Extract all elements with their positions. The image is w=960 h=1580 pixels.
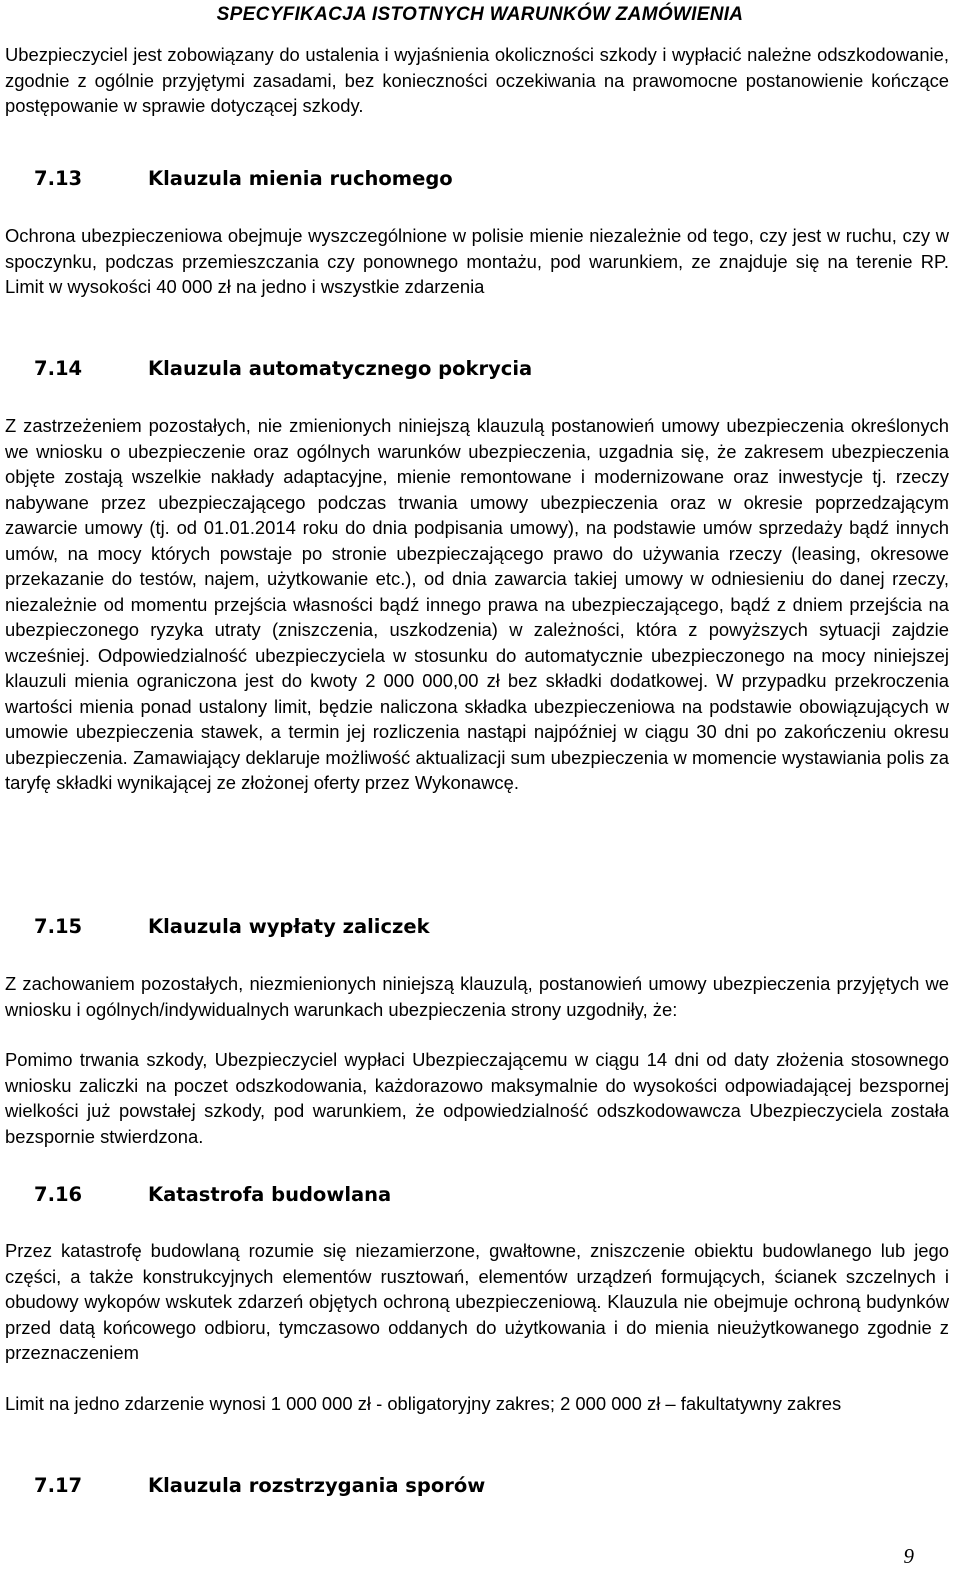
section-heading-7-15	[34, 915, 430, 938]
section-number: 7.14	[34, 357, 83, 380]
section-heading-7-16	[34, 1183, 391, 1206]
intro-paragraph: Ubezpieczyciel jest zobowiązany do ustalenia i wyjaśnienia okoliczności szkody i wypłacić należne odszkodowanie, zgodnie z ogólnie przyjętymi zasadami, bez konieczności oczekiwania na prawomocne postanowienie kończące postępowanie w sprawie dotyczącej szkody.	[5, 44, 949, 116]
section-heading-7-14	[34, 357, 532, 380]
section-number: 7.13	[34, 167, 83, 190]
section-number: 7.17	[34, 1474, 83, 1497]
section-title: Klauzula rozstrzygania sporów	[148, 1474, 486, 1497]
page-number: 9	[903, 1544, 914, 1568]
section-7-15-paragraph-2: Pomimo trwania szkody, Ubezpieczyciel wypłaci Ubezpieczającemu w ciągu 14 dni od daty złożenia stosownego wniosku zaliczki na poczet odszkodowania, każdorazowo maksymalnie do wysokości odpowiadającej bezspornej wielkości już powstałej szkody, pod warunkiem, że odpowiedzialność odszkodowawcza Ubezpieczyciela została bezspornie stwierdzona.	[5, 1049, 949, 1147]
section-7-15-paragraph-1: Z zachowaniem pozostałych, niezmienionych niniejszą klauzulą, postanowień umowy ubezpieczenia przyjętych we wniosku i ogólnych/indywidualnych warunkach ubezpieczenia strony uzgodniły, że:	[5, 973, 949, 1020]
section-7-16-paragraph-1: Przez katastrofę budowlaną rozumie się niezamierzone, gwałtowne, zniszczenie obiektu budowlanego lub jego części, a także konstrukcyjnych elementów rusztowań, elementów urządzeń formujących, ścianek szczelnych i obudowy wykopów wskutek zdarzeń objętych ochroną ubezpieczeniową. Klauzula nie obejmuje ochroną budynków przed datą końcowego odbioru, tymczasowo oddanych do użytkowania i do mienia nieużytkowanego zgodnie z przeznaczeniem	[5, 1240, 949, 1363]
document-header: SPECYFIKACJA ISTOTNYCH WARUNKÓW ZAMÓWIENIA	[216, 4, 744, 25]
section-7-16-paragraph-2: Limit na jedno zdarzenie wynosi 1 000 000 zł - obligatoryjny zakres; 2 000 000 zł – fakultatywny zakres	[5, 1393, 842, 1414]
section-title: Klauzula automatycznego pokrycia	[148, 357, 533, 380]
section-7-13-paragraph-1: Ochrona ubezpieczeniowa obejmuje wyszczególnione w polisie mienie niezależnie od tego, czy jest w ruchu, czy w spoczynku, podczas przemieszczania czy ponownego montażu, pod warunkiem, ze znajduje się na terenie RP. Limit w wysokości 40 000 zł na jedno i wszystkie zdarzenia	[5, 225, 949, 297]
section-title: Klauzula wypłaty zaliczek	[148, 915, 430, 938]
section-number: 7.15	[34, 915, 83, 938]
section-title: Katastrofa budowlana	[148, 1183, 392, 1206]
section-7-14-paragraph-1: Z zastrzeżeniem pozostałych, nie zmienionych niniejszą klauzulą postanowień umowy ubezpieczenia określonych we wniosku o ubezpieczenie oraz ogólnych warunków ubezpieczenia, uzgadnia się, że zakresem ubezpieczenia objęte zostają wszelkie nakłady adaptacyjne, mienie remontowane i modernizowane oraz inwestycje tj. rzeczy nabywane przez ubezpieczającego podczas trwania umowy ubezpieczenia oraz w okresie poprzedzającym zawarcie umowy (tj. od 01.01.2014 roku do dnia podpisania umowy), na podstawie umów sprzedaży bądź innych umów, na mocy których powstaje po stronie ubezpieczającego prawo do używania rzeczy (leasing, okresowe przekazanie do testów, najem, użytkowanie etc.), od dnia zawarcia takiej umowy w odniesieniu do danej rzeczy, niezależnie od momentu przejścia własności bądź innego prawa na ubezpieczającego, bądź z dniem przejścia na ubezpieczonego ryzyka utraty (zniszczenia, uszkodzenia) w zależności, która z powyższych sytuacji zajdzie wcześniej. Odpowiedzialność ubezpieczyciela w stosunku do automatycznie ubezpieczonego na mocy niniejszej klauzuli mienia ograniczona jest do kwoty 2 000 000,00 zł bez składki dodatkowej. W przypadku przekroczenia wartości mienia ponad ustalony limit, będzie naliczona składka ubezpieczeniowa na podstawie obowiązujących w umowie ubezpieczenia stawek, a termin jej rozliczenia nastąpi najpóźniej w ciągu 30 dni po zakończeniu okresu ubezpieczenia. Zamawiający deklaruje możliwość aktualizacji sum ubezpieczenia w momencie wystawiania polis za taryfę składki wynikającej ze złożonej oferty przez Wykonawcę.	[5, 415, 949, 793]
section-title: Klauzula mienia ruchomego	[148, 167, 453, 190]
section-number: 7.16	[34, 1183, 83, 1206]
section-heading-7-17	[34, 1474, 485, 1497]
section-heading-7-13	[34, 167, 453, 190]
